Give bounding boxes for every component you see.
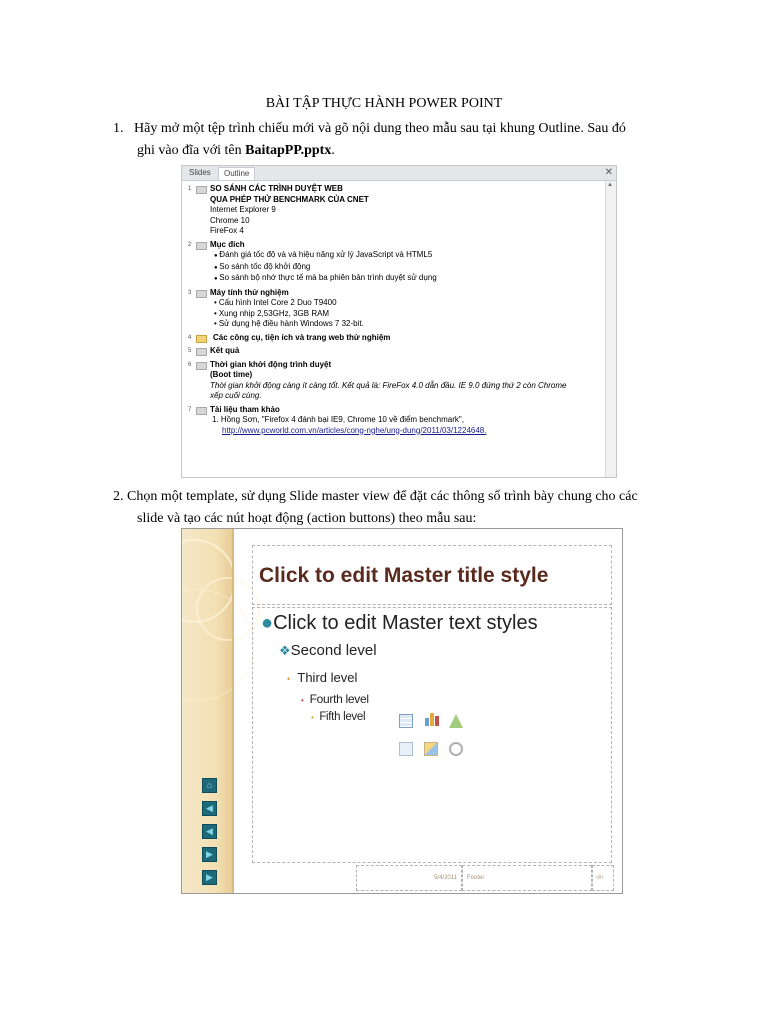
slide-number: 6 bbox=[188, 361, 192, 368]
outline-bullet: ● Đánh giá tốc độ và và hiệu năng xử lý JavaScript và HTML5 bbox=[210, 250, 602, 262]
bullet-icon: • bbox=[301, 696, 304, 705]
chart-icon[interactable] bbox=[424, 712, 438, 726]
slide-title: QUA PHÉP THỬ BENCHMARK CỦA CNET bbox=[210, 194, 369, 204]
outline-slide-2[interactable] bbox=[184, 240, 602, 285]
end-icon[interactable]: ▶ bbox=[202, 870, 217, 885]
slide-title: SO SÁNH CÁC TRÌNH DUYỆT WEB bbox=[210, 184, 343, 193]
outline-slide-6[interactable] bbox=[184, 360, 602, 402]
slide-title: Kết quả bbox=[210, 346, 240, 355]
question-1-number: 1. bbox=[113, 121, 124, 136]
tab-outline[interactable]: Outline bbox=[218, 167, 255, 180]
outline-bullet: • Cấu hình Intel Core 2 Duo T9400 bbox=[210, 298, 602, 309]
title-placeholder[interactable] bbox=[252, 545, 612, 605]
question-1-suffix: . bbox=[331, 143, 335, 158]
slide-number: 4 bbox=[188, 334, 192, 341]
outline-slide-1[interactable] bbox=[184, 184, 602, 237]
slide-number-placeholder[interactable] bbox=[592, 865, 614, 891]
next-icon[interactable]: ▶ bbox=[202, 847, 217, 862]
question-1-line-1: Hãy mở một tệp trình chiếu mới và gõ nội dung theo mẫu sau tại khung Outline. Sau đó bbox=[134, 121, 626, 136]
level-4-label: Fourth level bbox=[309, 692, 369, 706]
outline-bullet: • Xung nhịp 2,53GHz, 3GB RAM bbox=[210, 309, 602, 320]
question-1 bbox=[113, 118, 658, 162]
level-2-label: Second level bbox=[290, 642, 377, 659]
document-title: BÀI TẬP THỰC HÀNH POWER POINT bbox=[265, 96, 503, 111]
outline-slide-7[interactable] bbox=[184, 405, 602, 437]
date-placeholder[interactable] bbox=[356, 865, 462, 891]
master-title: Click to edit Master title style bbox=[259, 564, 549, 587]
outline-bullet: ● So sánh bộ nhớ thực tế mà ba phiên bản trình duyệt sử dụng bbox=[210, 273, 602, 285]
slide-number-text: ‹#› bbox=[596, 875, 604, 881]
question-2-line-1: Chọn một template, sử dụng Slide master view để đặt các thông số trình bày chung cho các bbox=[127, 489, 638, 504]
slide-number: 7 bbox=[188, 406, 192, 413]
question-2 bbox=[113, 486, 658, 530]
close-icon[interactable]: ✕ bbox=[604, 167, 613, 178]
smartart-icon[interactable] bbox=[449, 714, 463, 728]
outline-bullet: ● So sánh tốc độ khởi động bbox=[210, 262, 602, 274]
slide-number: 5 bbox=[188, 348, 192, 354]
previous-icon[interactable]: ◀ bbox=[202, 824, 217, 839]
media-icon[interactable] bbox=[449, 742, 463, 756]
level-4-text bbox=[301, 692, 369, 706]
level-2-text bbox=[279, 642, 377, 659]
outline-slide-3[interactable] bbox=[184, 288, 602, 330]
picture-icon[interactable] bbox=[399, 742, 413, 756]
outline-line: Chrome 10 bbox=[210, 215, 250, 225]
slide-icon-selected bbox=[196, 335, 207, 343]
question-2-line-2: slide và tạo các nút hoạt động (action buttons) theo mẫu sau: bbox=[137, 511, 477, 526]
outline-tab-bar bbox=[182, 166, 616, 181]
level-5-label: Fifth level bbox=[319, 711, 366, 723]
slide-title: Thời gian khởi động trình duyệt bbox=[210, 359, 332, 369]
slide-title: Mục đích bbox=[210, 239, 245, 249]
filename: BaitapPP.pptx bbox=[245, 143, 332, 158]
slide-icon bbox=[196, 362, 207, 370]
slide-title: Các công cụ, tiện ích và trang web thử nghiệm bbox=[213, 332, 391, 342]
body-placeholder[interactable] bbox=[252, 607, 612, 863]
level-1-label: Click to edit Master text styles bbox=[273, 612, 538, 634]
outline-slide-4[interactable] bbox=[184, 333, 602, 344]
level-3-text bbox=[287, 670, 357, 685]
tab-slides[interactable]: Slides bbox=[189, 168, 211, 177]
bullet-icon: • bbox=[311, 713, 314, 722]
back-icon[interactable]: ◀ bbox=[202, 801, 217, 816]
slide-title: (Boot time) bbox=[210, 370, 253, 379]
slide-icon bbox=[196, 348, 207, 356]
chart-icon-bar bbox=[435, 716, 439, 726]
outline-line: FireFox 4 bbox=[210, 226, 244, 235]
chart-icon-bar bbox=[430, 713, 434, 726]
outline-pane-screenshot bbox=[181, 165, 617, 478]
bullet-icon: • bbox=[287, 674, 291, 684]
template-divider bbox=[232, 529, 234, 893]
outline-scrollbar[interactable] bbox=[605, 181, 616, 477]
outline-bullet: • Sử dụng hệ điều hành Windows 7 32-bit. bbox=[210, 319, 602, 330]
outline-italic-text: Thời gian khởi động càng ít càng tốt. Kết quả là: FireFox 4.0 dẫn đầu. IE 9.0 đứng thứ 2 còn Chrome bbox=[210, 380, 567, 390]
level-5-text bbox=[311, 711, 365, 723]
slide-number: 3 bbox=[188, 289, 192, 296]
slide-number: 1 bbox=[188, 186, 192, 192]
reference-link[interactable]: http://www.pcworld.com.vn/articles/cong-nghe/ung-dung/2011/03/1224648. bbox=[222, 425, 487, 435]
outline-italic-text: xếp cuối cùng. bbox=[210, 391, 262, 400]
question-1-prefix: ghi vào đĩa với tên bbox=[137, 143, 246, 158]
bullet-icon: ● bbox=[261, 612, 274, 634]
question-2-number: 2. bbox=[113, 489, 124, 504]
outline-slide-5[interactable] bbox=[184, 346, 602, 357]
bullet-icon: ❖ bbox=[279, 643, 291, 658]
date-text: 5/4/2011 bbox=[434, 875, 457, 881]
slide-icon bbox=[196, 186, 207, 194]
level-1-text bbox=[261, 612, 538, 635]
slide-icon bbox=[196, 242, 207, 250]
table-icon[interactable] bbox=[399, 714, 413, 728]
scroll-up-icon[interactable]: ▲ bbox=[607, 182, 613, 188]
slide-title: Tài liệu tham khảo bbox=[210, 404, 280, 414]
outline-content bbox=[184, 184, 602, 439]
slide-icon bbox=[196, 290, 207, 298]
footer-text: Footer bbox=[467, 875, 485, 881]
footer-placeholder[interactable] bbox=[462, 865, 592, 891]
chart-icon-bar bbox=[425, 718, 429, 726]
slide-master-screenshot bbox=[181, 528, 623, 894]
reference-text: 1. Hồng Sơn, "Firefox 4 đánh bại IE9, Chrome 10 về điểm benchmark", bbox=[212, 415, 464, 424]
outline-line: Internet Explorer 9 bbox=[210, 205, 276, 214]
clipart-icon[interactable] bbox=[424, 742, 438, 756]
template-side-panel bbox=[182, 529, 232, 893]
level-3-label: Third level bbox=[297, 670, 358, 685]
slide-number: 2 bbox=[188, 241, 192, 248]
question-1-line-2 bbox=[113, 140, 658, 162]
slide-icon bbox=[196, 407, 207, 415]
slide-title: Máy tính thử nghiệm bbox=[210, 287, 289, 297]
home-icon[interactable]: ⌂ bbox=[202, 778, 217, 793]
